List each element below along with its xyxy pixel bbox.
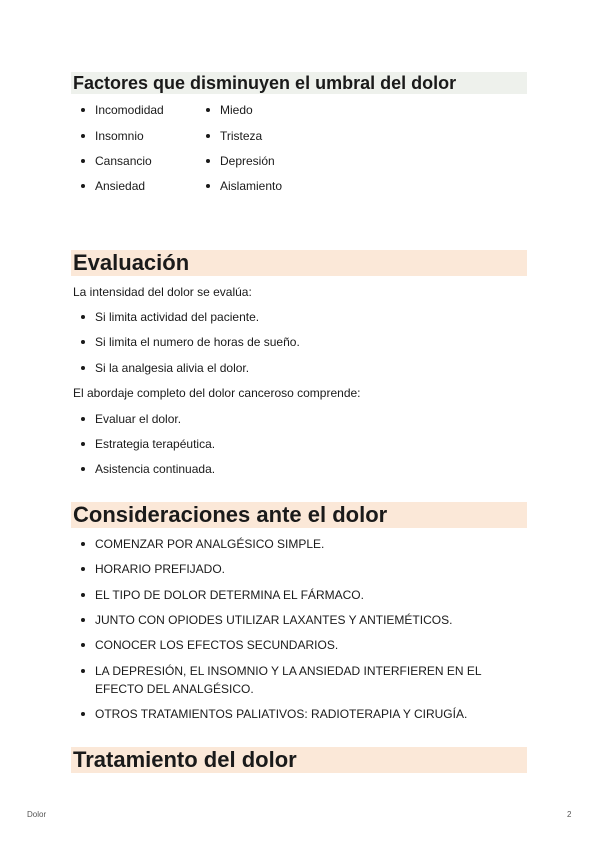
list-item-text: Tristeza <box>220 129 263 143</box>
bullet-icon <box>81 340 85 344</box>
list-item-text: LA DEPRESIÓN, EL INSOMNIO Y LA ANSIEDAD INTERFIEREN EN EL <box>95 664 482 678</box>
bullet-icon <box>81 669 85 673</box>
list-item <box>95 101 164 119</box>
list-item <box>220 152 275 170</box>
list-item-text: Asistencia continuada. <box>95 462 216 476</box>
list-item <box>95 560 225 578</box>
list-item-text: Insomnio <box>95 129 144 143</box>
list-item <box>95 410 181 428</box>
list-item-text: HORARIO PREFIJADO. <box>95 562 226 576</box>
bullet-icon <box>206 184 210 188</box>
list-item <box>220 101 253 119</box>
list-item-text: Si limita actividad del paciente. <box>95 310 260 324</box>
factors-heading: Factores que disminuyen el umbral del dolor <box>71 72 527 94</box>
bullet-icon <box>81 134 85 138</box>
list-item-text: Cansancio <box>95 154 152 168</box>
list-item <box>95 460 215 478</box>
list-item-text: OTROS TRATAMIENTOS PALIATIVOS: RADIOTERAPIA Y CIRUGÍA. <box>95 707 468 721</box>
list-item-text: JUNTO CON OPIODES UTILIZAR LAXANTES Y ANTIEMÉTICOS. <box>95 613 453 627</box>
list-item <box>95 333 300 351</box>
bullet-icon <box>81 593 85 597</box>
list-item <box>95 636 338 654</box>
page-number: 2 <box>567 810 572 819</box>
list-item-text: Depresión <box>220 154 275 168</box>
list-item <box>95 435 215 453</box>
list-item-text: Si limita el numero de horas de sueño. <box>95 335 300 349</box>
list-item <box>95 705 467 723</box>
bullet-icon <box>81 108 85 112</box>
list-item-text: Aislamiento <box>220 179 283 193</box>
bullet-icon <box>81 542 85 546</box>
evaluacion-heading: Evaluación <box>71 250 527 276</box>
list-item <box>95 359 249 377</box>
bullet-icon <box>206 108 210 112</box>
list-item <box>95 152 152 170</box>
bullet-icon <box>206 134 210 138</box>
bullet-icon <box>81 618 85 622</box>
bullet-icon <box>81 184 85 188</box>
bullet-icon <box>81 159 85 163</box>
consideraciones-heading: Consideraciones ante el dolor <box>71 502 527 528</box>
list-item-text: Incomodidad <box>95 103 164 117</box>
list-item-text: COMENZAR POR ANALGÉSICO SIMPLE. <box>95 537 325 551</box>
list-item <box>95 586 364 604</box>
bullet-icon <box>81 442 85 446</box>
evaluacion-intro: La intensidad del dolor se evalúa: <box>73 285 252 299</box>
list-item <box>95 611 452 629</box>
bullet-icon <box>81 567 85 571</box>
bullet-icon <box>81 712 85 716</box>
bullet-icon <box>81 417 85 421</box>
list-item <box>95 177 145 195</box>
bullet-icon <box>206 159 210 163</box>
list-item <box>220 177 282 195</box>
list-item <box>95 535 324 553</box>
list-item <box>95 308 259 326</box>
bullet-icon <box>81 366 85 370</box>
list-item <box>95 662 482 680</box>
list-item-text: Evaluar el dolor. <box>95 412 182 426</box>
list-item-text: EFECTO DEL ANALGÉSICO. <box>95 682 254 696</box>
list-item <box>220 127 262 145</box>
evaluacion-intro-2: El abordaje completo del dolor canceroso comprende: <box>73 386 361 400</box>
list-item-text: CONOCER LOS EFECTOS SECUNDARIOS. <box>95 638 339 652</box>
bullet-icon <box>81 643 85 647</box>
bullet-icon <box>81 467 85 471</box>
list-item-continuation <box>95 680 254 698</box>
list-item-text: Miedo <box>220 103 253 117</box>
bullet-icon <box>81 315 85 319</box>
list-item-text: Estrategia terapéutica. <box>95 437 216 451</box>
list-item-text: Si la analgesia alivia el dolor. <box>95 361 250 375</box>
tratamiento-heading: Tratamiento del dolor <box>71 747 527 773</box>
list-item-text: EL TIPO DE DOLOR DETERMINA EL FÁRMACO. <box>95 588 364 602</box>
list-item <box>95 127 144 145</box>
list-item-text: Ansiedad <box>95 179 146 193</box>
footer-left: Dolor <box>27 810 47 819</box>
